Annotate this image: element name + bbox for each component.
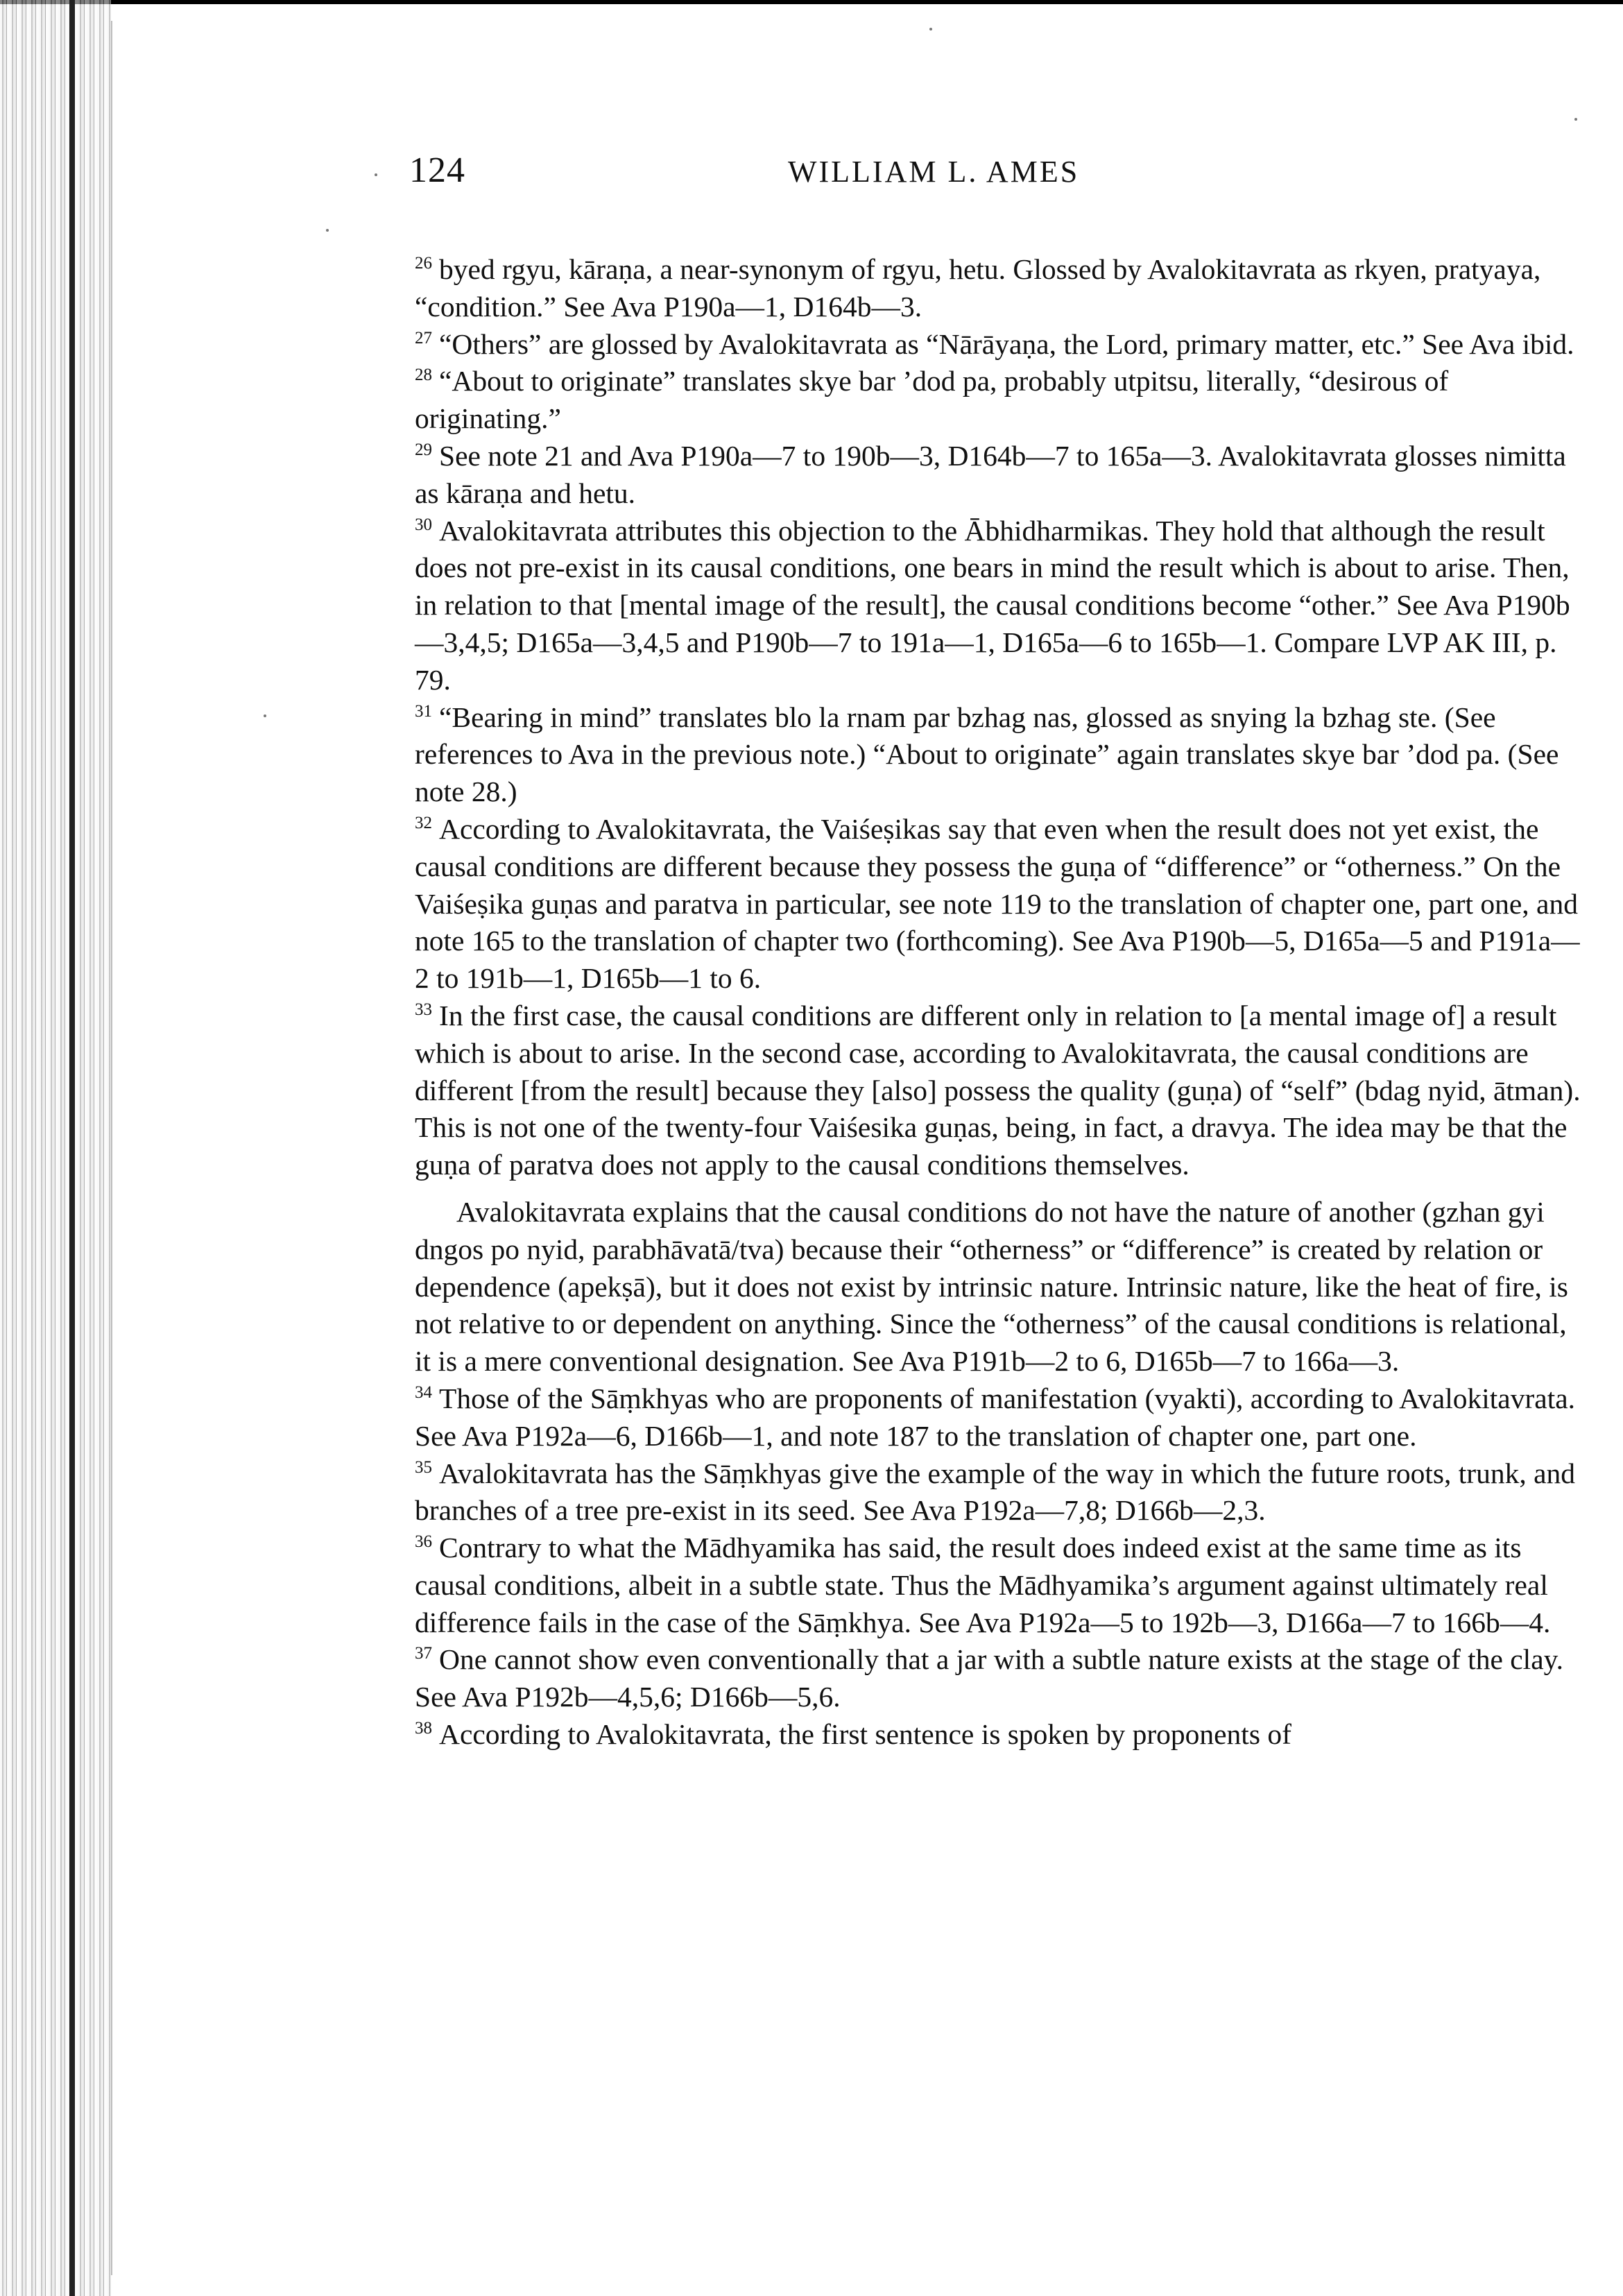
note-text: Avalokitavrata has the Sāṃkhyas give the example of the way in which the future roots, trunk, and branches of a tree pre-exist in its seed. See Ava P192a—7,8; D166b—2,3. [415,1457,1576,1527]
note-text: One cannot show even conventionally that a jar with a subtle nature exists at the stage of the clay. See Ava P192b—4,5,6; D166b—5,6. [415,1643,1564,1713]
scan-top-edge [0,0,1623,4]
endnote-36 [415,1530,1588,1641]
endnote-32 [415,811,1588,997]
note-number: 34 [415,1382,432,1402]
scan-speck [929,28,932,31]
note-text: “Others” are glossed by Avalokitavrata as “Nārāyaṇa, the Lord, primary matter, etc.” See Ava ibid. [439,327,1574,360]
endnote-35 [415,1455,1588,1530]
scan-speck [1574,118,1577,121]
scan-speck [326,229,329,232]
note-text: Contrary to what the Mādhyamika has said, the result does indeed exist at the same time as its causal conditions, albeit in a subtle state. Thus the Mādhyamika’s argument against ultimately real difference fails in the case of the Sāṃkhya. See Ava P192a—5 to 192b—3, D166a—7 to 166b—4. [415,1532,1551,1638]
endnotes [415,251,1588,1754]
page-number: 124 [409,151,465,190]
note-text: See note 21 and Ava P190a—7 to 190b—3, D164b—7 to 165a—3. Avalokitavrata glosses nimitta as kāraṇa and hetu. [415,439,1566,509]
note-number: 33 [415,1000,432,1019]
endnote-29 [415,438,1588,513]
endnote-26 [415,251,1588,326]
endnote-27 [415,326,1588,363]
note-text: Avalokitavrata explains that the causal conditions do not have the nature of another (gzhan gyi dngos po nyid, parabhāvatā/tva) because their “otherness” or “difference” is created by relation or dependence (apekṣā), but it does not exist by intrinsic nature. Intrinsic nature, like the heat of fire, is not relative to or dependent on anything. Since the “otherness” of the causal conditions is relational, it is a mere conventional designation. See Ava P191b—2 to 6, D165b—7 to 166a—3. [415,1195,1568,1378]
page-header [409,150,1588,198]
note-number: 26 [415,254,432,273]
note-text: “About to originate” translates skye bar ’dod pa, probably utpitsu, literally, “desirous of originating.” [415,365,1449,435]
note-text: In the first case, the causal conditions are different only in relation to [a mental image of] a result which is about to arise. In the second case, according to Avalokitavrata, the causal conditions are different [from the result] because they [also] possess the quality (guṇa) of “self” (bdag nyid, ātman). This is not one of the twenty-four Vaiśesika guṇas, being, in fact, a dravya. The idea may be that the guṇa of paratva does not apply to the causal conditions themselves. [415,999,1581,1181]
endnote-33 [415,997,1588,1184]
note-number: 28 [415,366,432,385]
endnote-33-continuation [415,1194,1588,1380]
note-text: According to Avalokitavrata, the first sentence is spoken by proponents of [439,1718,1291,1751]
note-number: 37 [415,1644,432,1663]
endnote-31 [415,699,1588,811]
note-number: 38 [415,1719,432,1738]
note-number: 36 [415,1532,432,1552]
note-number: 31 [415,701,432,721]
endnote-30 [415,513,1588,699]
note-text: According to Avalokitavrata, the Vaiśeṣikas say that even when the result does not yet exist, the causal conditions are different because they possess the guṇa of “difference” or “otherness.” On the Vaiśeṣika guṇas and paratva in particular, see note 119 to the translation of chapter one, part one, and note 165 to the translation of chapter two (forthcoming). See Ava P190b—5, D165a—5 and P191a—2 to 191b—1, D165b—1 to 6. [415,812,1580,995]
note-text: Those of the Sāṃkhyas who are proponents of manifestation (vyakti), according to Avalokitavrata. See Ava P192a—6, D166b—1, and note 187 to the translation of chapter one, part one. [415,1382,1576,1452]
note-number: 30 [415,515,432,534]
note-number: 32 [415,813,432,832]
endnote-34 [415,1380,1588,1455]
note-number: 29 [415,440,432,459]
endnote-37 [415,1641,1588,1716]
scan-speck [375,173,377,176]
endnote-28 [415,363,1588,438]
scan-speck [264,714,266,717]
note-number: 35 [415,1457,432,1477]
note-text: byed rgyu, kāraṇa, a near-synonym of rgyu, hetu. Glossed by Avalokitavrata as rkyen, pratyaya, “condition.” See Ava P190a—1, D164b—3. [415,253,1541,323]
note-number: 27 [415,328,432,348]
binding-shadow-line [69,0,75,2296]
note-text: “Bearing in mind” translates blo la rnam par bzhag nas, glossed as snying la bzhag ste. (See references to Ava in the previous note.) “About to originate” again translates skye bar ’dod pa. (See note 28.) [415,701,1559,808]
scan-binding-edge [0,0,111,2296]
running-head: WILLIAM L. AMES [788,155,1080,189]
binding-margin-line [111,21,112,2275]
note-text: Avalokitavrata attributes this objection to the Ābhidharmikas. They hold that although the result does not pre-exist in its causal conditions, one bears in mind the result which is about to arise. Then, in relation to that [mental image of the result], the causal conditions become “other.” See Ava P190b—3,4,5; D165a—3,4,5 and P190b—7 to 191a—1, D165a—6 to 165b—1. Compare LVP AK III, p. 79. [415,514,1570,696]
endnote-38 [415,1716,1588,1754]
